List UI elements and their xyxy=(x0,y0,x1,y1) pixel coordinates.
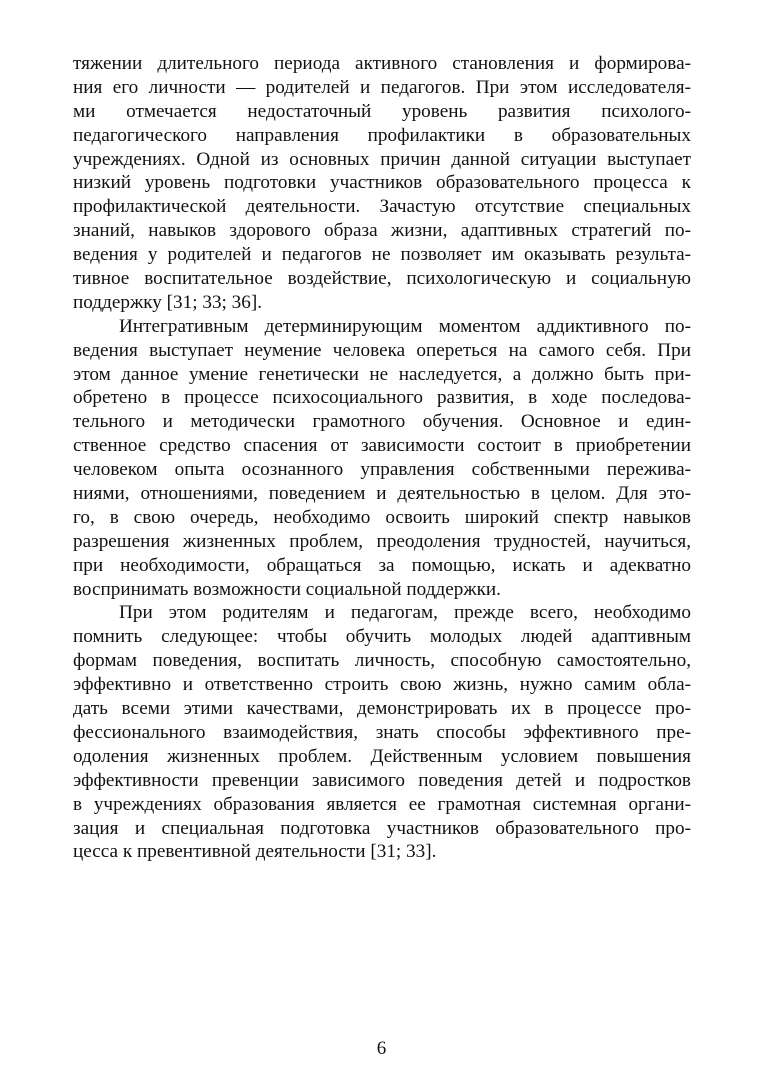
text-line: зация и специальная подготовка участников образовательного про- xyxy=(73,817,691,839)
text-line: ведения выступает неумение человека опереться на самого себя. При xyxy=(73,339,691,361)
text-line: педагогического направления профилактики в образовательных xyxy=(73,124,691,146)
text-line: помнить следующее: чтобы обучить молодых людей адаптивным xyxy=(73,626,691,648)
text-line: ведения у родителей и педагогов не позволяет им оказывать результа- xyxy=(73,244,691,266)
text-line: человеком опыта осознанного управления собственными пережива- xyxy=(73,459,691,481)
text-line: дать всеми этими качествами, демонстрировать их в процессе про- xyxy=(73,698,691,720)
text-line: учреждениях. Одной из основных причин данной ситуации выступает xyxy=(73,148,691,170)
text-line: знаний, навыков здорового образа жизни, адаптивных стратегий по- xyxy=(73,220,691,242)
text-line: этом данное умение генетически не наследуется, а должно быть при- xyxy=(73,363,691,385)
paragraph-2 xyxy=(73,315,691,602)
page-number: 6 xyxy=(376,1038,387,1059)
text-line: ственное средство спасения от зависимости состоит в приобретении xyxy=(73,435,691,457)
text-line: цесса к превентивной деятельности [31; 33]. xyxy=(73,841,437,863)
text-line: тельного и методически грамотного обучения. Основное и един- xyxy=(73,411,691,433)
text-line: при необходимости, обращаться за помощью, искать и адекватно xyxy=(73,554,691,576)
text-line: обретено в процессе психосоциального развития, в ходе последова- xyxy=(73,387,691,409)
paragraph-3 xyxy=(73,601,691,864)
text-line: разрешения жизненных проблем, преодоления трудностей, научиться, xyxy=(73,530,691,552)
text-line: ми отмечается недостаточный уровень развития психолого- xyxy=(73,100,691,122)
text-line: эффективности превенции зависимого поведения детей и подростков xyxy=(73,769,691,791)
text-line: Интегративным детерминирующим моментом аддиктивного по- xyxy=(119,315,691,337)
text-line: низкий уровень подготовки участников образовательного процесса к xyxy=(73,172,691,194)
text-line: тяжении длительного периода активного становления и формирова- xyxy=(73,53,691,74)
text-line: ниями, отношениями, поведением и деятельностью в целом. Для это- xyxy=(73,483,691,505)
page-body xyxy=(73,52,691,864)
text-line: воспринимать возможности социальной поддержки. xyxy=(73,578,501,600)
text-line: фессионального взаимодействия, знать способы эффективного пре- xyxy=(73,721,691,743)
text-line: ния его личности — родителей и педагогов. При этом исследователя- xyxy=(73,76,691,98)
text-line: формам поведения, воспитать личность, способную самостоятельно, xyxy=(73,650,691,672)
paragraph-1 xyxy=(73,52,691,315)
text-line: одоления жизненных проблем. Действенным условием повышения xyxy=(73,745,691,767)
text-line: профилактической деятельности. Зачастую отсутствие специальных xyxy=(73,196,691,218)
text-line: тивное воспитательное воздействие, психологическую и социальную xyxy=(73,268,691,290)
text-line: в учреждениях образования является ее грамотная системная органи- xyxy=(73,793,691,815)
text-line: поддержку [31; 33; 36]. xyxy=(73,291,263,313)
text-line: го, в свою очередь, необходимо освоить широкий спектр навыков xyxy=(73,506,691,528)
text-line: При этом родителям и педагогам, прежде всего, необходимо xyxy=(119,602,691,624)
text-line: эффективно и ответственно строить свою жизнь, нужно самим обла- xyxy=(73,674,691,696)
